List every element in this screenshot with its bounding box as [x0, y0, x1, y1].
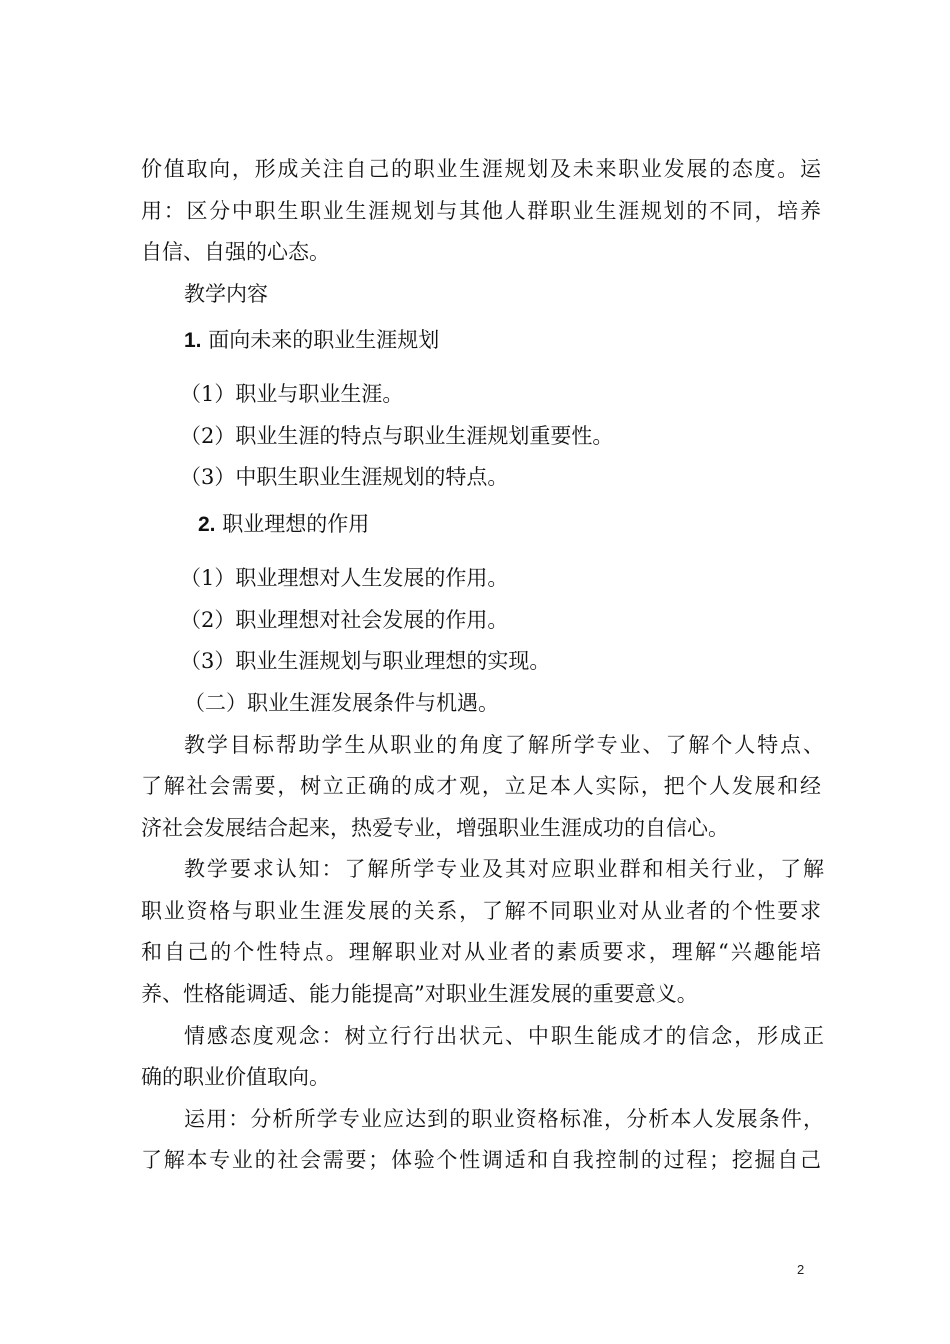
- text-line: 价值取向，形成关注自己的职业生涯规划及未来职业发展的态度。运: [141, 157, 821, 181]
- list-item: （3）职业生涯规划与职业理想的实现。: [180, 649, 551, 673]
- subsection-heading: （二）职业生涯发展条件与机遇。: [184, 691, 499, 715]
- heading-text: 面向未来的职业生涯规划: [208, 328, 440, 352]
- text-line: 教学要求认知：了解所学专业及其对应职业群和相关行业，了解: [184, 857, 824, 881]
- heading-number: 2.: [198, 513, 216, 536]
- text-line: 用：区分中职生职业生涯规划与其他人群职业生涯规划的不同，培养: [141, 199, 821, 223]
- text-line: 运用：分析所学专业应达到的职业资格标准，分析本人发展条件，: [184, 1107, 824, 1131]
- text-line: 自信、自强的心态。: [141, 240, 330, 264]
- text-line: 养、性格能调适、能力能提高”对职业生涯发展的重要意义。: [141, 982, 698, 1006]
- text-line: 情感态度观念：树立行行出状元、中职生能成才的信念，形成正: [184, 1024, 824, 1048]
- heading-text: 职业理想的作用: [222, 512, 370, 536]
- list-item: （1）职业理想对人生发展的作用。: [180, 566, 509, 590]
- text-line: 了解本专业的社会需要；体验个性调适和自我控制的过程；挖掘自己: [141, 1148, 821, 1172]
- page-number: 2: [797, 1262, 805, 1277]
- text-line: 确的职业价值取向。: [141, 1065, 330, 1089]
- text-line: 职业资格与职业生涯发展的关系，了解不同职业对从业者的个性要求: [141, 899, 821, 923]
- list-item: （1）职业与职业生涯。: [180, 382, 404, 406]
- text-line: 了解社会需要，树立正确的成才观，立足本人实际，把个人发展和经: [141, 774, 821, 798]
- heading-number: 1.: [184, 329, 202, 352]
- text-line: 教学目标帮助学生从职业的角度了解所学专业、了解个人特点、: [184, 733, 824, 757]
- numbered-heading-2: [198, 509, 878, 540]
- section-heading: 教学内容: [184, 282, 268, 306]
- list-item: （3）中职生职业生涯规划的特点。: [180, 465, 509, 489]
- list-item: （2）职业生涯的特点与职业生涯规划重要性。: [180, 424, 614, 448]
- text-line: 和自己的个性特点。理解职业对从业者的素质要求，理解“兴趣能培: [141, 940, 821, 964]
- text-line: 济社会发展结合起来，热爱专业，增强职业生涯成功的自信心。: [141, 816, 729, 840]
- numbered-heading-1: [184, 325, 864, 356]
- list-item: （2）职业理想对社会发展的作用。: [180, 608, 509, 632]
